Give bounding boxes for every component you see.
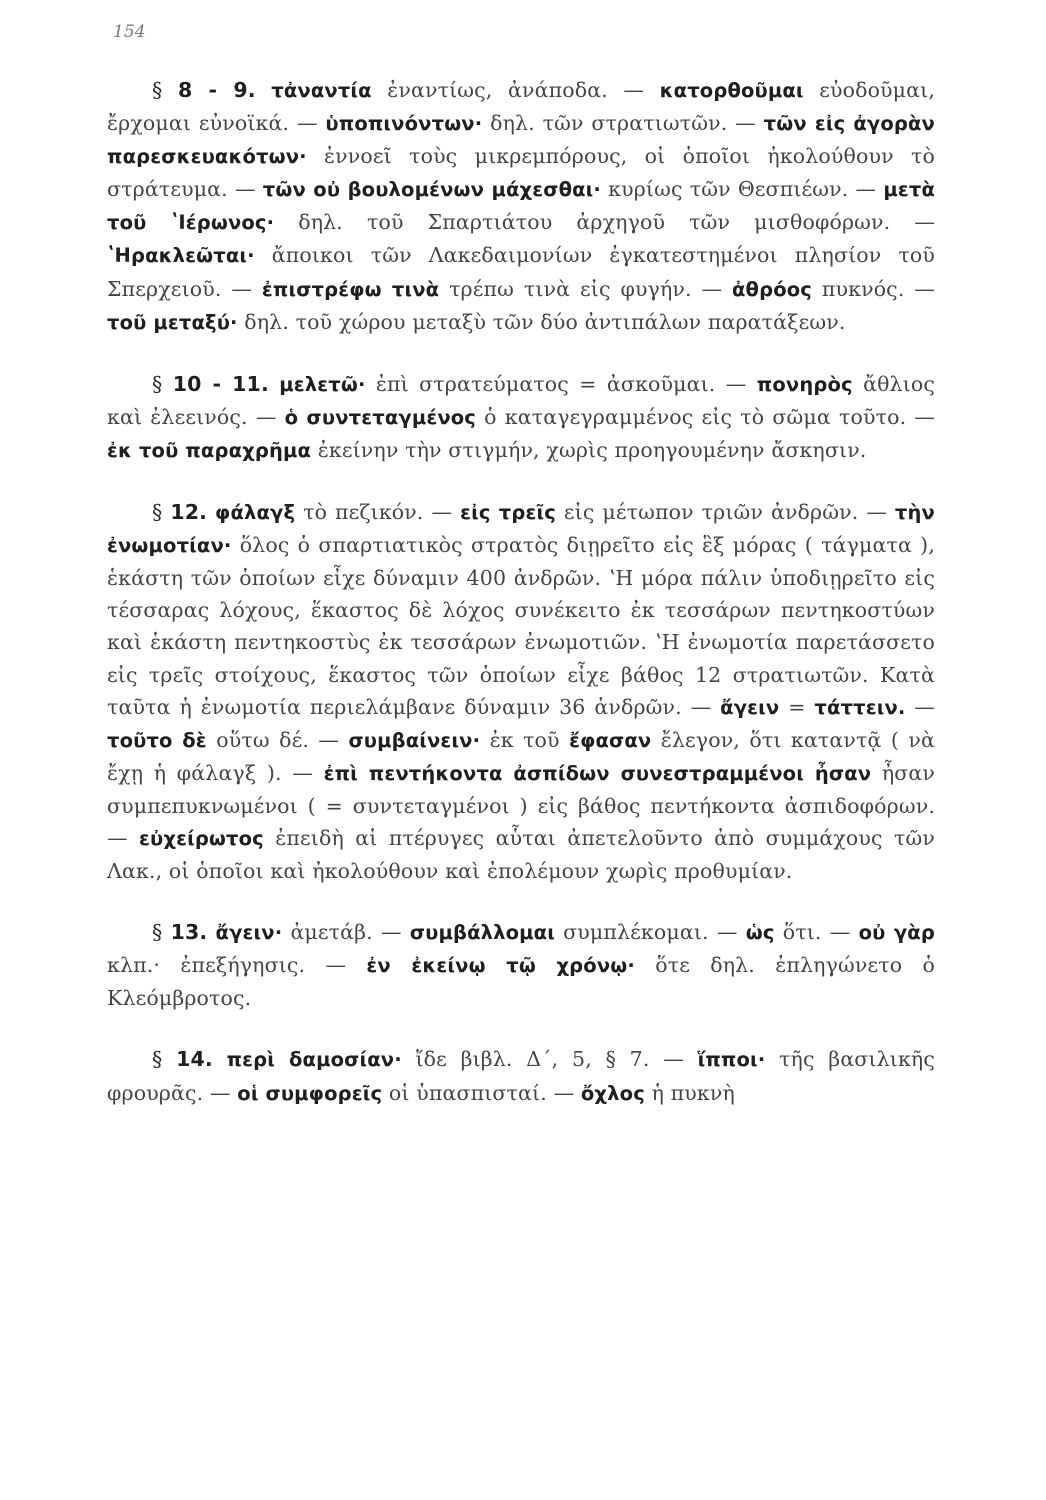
page-number: 154	[113, 22, 146, 42]
gloss-text: ἄθλιος καὶ ἐλεεινός. —	[107, 371, 936, 429]
commentary-text	[107, 74, 935, 1110]
headword: τάττειν.	[814, 695, 906, 719]
gloss-text: συμπλέκομαι. —	[554, 920, 746, 945]
gloss-text	[256, 78, 272, 102]
gloss-text: ἐννοεῖ τοὺς μικρεμπόρους, οἱ ὁποῖοι ἠκολούθουν τὸ στράτευμα. —	[107, 144, 935, 202]
gloss-text: ἐπὶ στρατεύματος = ἀσκοῦμαι. —	[365, 371, 757, 396]
headword: ἄγειν	[720, 695, 780, 719]
commentary-paragraph	[107, 74, 935, 339]
gloss-text: οὕτω δέ. —	[206, 727, 349, 752]
gloss-text: ὅλος ὁ σπαρτιατικὸς στρατὸς διῃρεῖτο εἰς ἓξ μόρας ( τάγματα ), ἑκάστη τῶν ὁποίων εἶχε δύναμιν 400 ἀνδρῶν. ʽΗ μόρα πάλιν ὑποδιῃρεῖτο εἰς τέσσαρας λόχους, ἕκαστος δὲ λόχος συνέκειτο ἐκ τεσσάρων πεντηκοστύων καὶ ἑκάστη πεντηκοστὺς ἐκ τεσσάρων ἐνωμοτιῶν. ʽΗ ἐνωμοτία παρετάσσετο εἰς τρεῖς στοίχους, ἕκαστος τῶν ὁποίων εἶχε βάθος 12 στρατιωτῶν. Κατὰ ταῦτα ἡ ἐνωμοτία περιελάμβανε δύναμιν 36 ἀνδρῶν. —	[107, 533, 935, 719]
section-sign: §	[152, 78, 178, 102]
headword: οἱ συμφορεῖς	[237, 1081, 383, 1105]
gloss-text: δηλ. τῶν στρατιωτῶν. —	[482, 111, 764, 136]
headword: ὡς	[745, 921, 775, 945]
gloss-text: ἴδε βιβλ. Δ΄, 5, § 7. —	[401, 1047, 698, 1072]
gloss-text: τὸ πεζικόν. —	[295, 500, 461, 525]
gloss-text	[207, 920, 215, 944]
headword: ὄχλος	[580, 1081, 645, 1105]
section-number: 13.	[170, 920, 208, 945]
gloss-text: —	[905, 694, 935, 719]
section-sign: §	[152, 1047, 177, 1072]
gloss-text: =	[779, 694, 815, 719]
headword: ἀθρόος	[732, 277, 813, 301]
headword: συμβάλλομαι	[409, 921, 555, 945]
gloss-text: δηλ. τοῦ χώρου μεταξὺ τῶν δύο ἀντιπάλων παρατάξεων.	[237, 309, 846, 334]
gloss-text: εὐοδοῦμαι, ἔρχομαι εὐνοϊκά. —	[107, 78, 935, 136]
commentary-paragraph	[107, 916, 935, 1014]
gloss-text: δηλ. τοῦ Σπαρτιάτου ἀρχηγοῦ τῶν μισθοφόρων. —	[274, 210, 935, 235]
gloss-text: ὅτι. —	[774, 920, 859, 945]
gloss-text	[207, 500, 215, 524]
section-number: 10 - 11.	[172, 371, 269, 396]
gloss-text: ἐναντίως, ἀνάποδα. —	[371, 78, 660, 102]
gloss-text: πυκνός. —	[812, 276, 935, 301]
headword: εὐχείρωτος	[139, 826, 264, 850]
headword: τοῦτο δὲ	[107, 728, 207, 752]
gloss-text: τρέπω τινὰ εἰς φυγήν. —	[439, 276, 733, 301]
headword: τῶν εἰς ἀγορὰν παρεσκευακότων·	[107, 112, 935, 169]
gloss-text	[213, 1047, 227, 1071]
headword: οὐ γὰρ	[858, 921, 935, 945]
headword: ἔφασαν	[569, 728, 652, 752]
gloss-text: ὅτε δηλ. ἐπληγώνετο ὁ Κλεόμβροτος.	[107, 953, 935, 1011]
gloss-text: ἐκείνην τὴν στιγμήν, χωρὶς προηγουμένην ἄσκησιν.	[311, 437, 867, 462]
commentary-paragraph	[107, 1043, 935, 1109]
gloss-text: οἱ ὑπασπισταί. —	[382, 1080, 581, 1105]
gloss-text: ἡ πυκνὴ	[644, 1080, 735, 1105]
headword: μετὰ τοῦ ʽΙέρωνος·	[107, 178, 935, 235]
gloss-text: ἀμετάβ. —	[282, 920, 410, 945]
section-sign: §	[152, 371, 173, 396]
headword: μελετῶ·	[279, 372, 366, 396]
headword: πονηρὸς	[756, 372, 853, 396]
headword: τῶν οὐ βουλομένων μάχεσθαι·	[262, 178, 601, 202]
section-number: 14.	[176, 1047, 213, 1072]
headword: ἵπποι·	[697, 1048, 766, 1072]
headword: ὁ συντεταγμένος	[284, 405, 477, 429]
headword: κατορθοῦμαι	[659, 79, 804, 102]
gloss-text: ἦσαν συμπεπυκνωμένοι ( = συντεταγμένοι ) εἰς βάθος πεντήκοντα ἀσπιδοφόρων. —	[107, 760, 936, 850]
headword: περὶ δαμοσίαν·	[226, 1048, 402, 1072]
section-number: 8 - 9.	[177, 78, 256, 102]
gloss-text: κλπ.· ἐπεξήγησις. —	[107, 953, 367, 978]
gloss-text	[269, 372, 279, 396]
commentary-paragraph	[107, 368, 935, 467]
section-number: 12.	[170, 500, 208, 525]
headword: ἐν ἐκείνῳ τῷ χρόνῳ·	[366, 954, 635, 978]
gloss-text: κυρίως τῶν Θεσπιέων. —	[600, 177, 884, 202]
headword: φάλαγξ	[215, 501, 296, 525]
gloss-text: ἐπειδὴ αἱ πτέρυγες αὗται ἀπετελοῦντο ἀπὸ συμμάχους τῶν Λακ., οἱ ὁποῖοι καὶ ἠκολούθουν καὶ ἐπολέμουν χωρὶς προθυμίαν.	[107, 825, 935, 884]
gloss-text: τῆς βασιλικῆς φρουρᾶς. —	[107, 1047, 935, 1105]
headword: τὴν ἐνωμοτίαν·	[107, 501, 935, 558]
headword: ὑποπινόντων·	[325, 112, 483, 136]
headword: ἐπιστρέφω τινὰ	[261, 277, 440, 301]
section-sign: §	[152, 920, 171, 945]
commentary-paragraph	[107, 496, 935, 887]
headword: συμβαίνειν·	[348, 728, 481, 752]
headword: τοῦ μεταξύ·	[107, 310, 238, 334]
headword: εἰς τρεῖς	[460, 501, 556, 525]
gloss-text: εἰς μέτωπον τριῶν ἀνδρῶν. —	[555, 500, 895, 525]
headword: τἀναντία	[271, 79, 372, 102]
headword: ἐκ τοῦ παραχρῆμα	[107, 438, 312, 462]
gloss-text: ἐκ τοῦ	[480, 727, 570, 752]
headword: ἄγειν·	[215, 921, 283, 945]
gloss-text: ὁ καταγεγραμμένος εἰς τὸ σῶμα τοῦτο. —	[476, 404, 936, 429]
headword: ʽΗρακλεῶται·	[107, 244, 255, 268]
headword: ἐπὶ πεντήκοντα ἀσπίδων συνεστραμμένοι ἦσαν	[323, 761, 872, 785]
section-sign: §	[152, 500, 171, 525]
gloss-text: ἄποικοι τῶν Λακεδαιμονίων ἐγκατεστημένοι πλησίον τοῦ Σπερχειοῦ. —	[107, 243, 935, 301]
gloss-text: ἔλεγον, ὅτι καταντᾷ ( νὰ ἔχῃ ἡ φάλαγξ ). —	[107, 727, 935, 785]
